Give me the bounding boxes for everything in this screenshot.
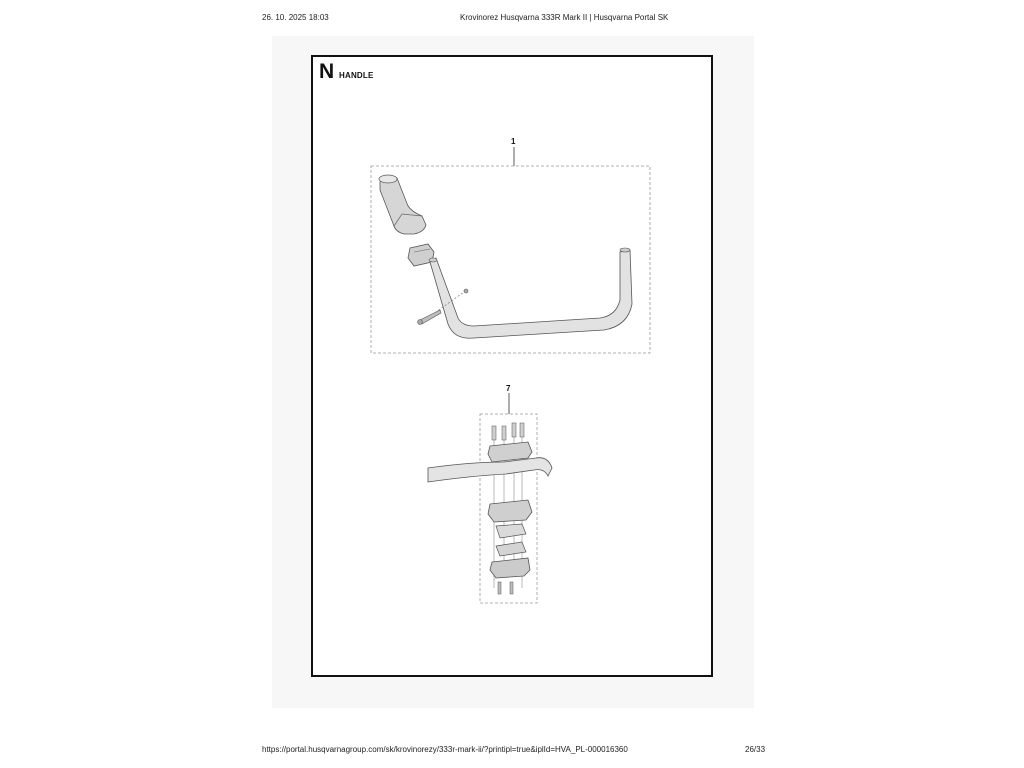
lower-clamp-half — [488, 500, 532, 522]
clamp-spacer — [496, 524, 526, 538]
nut-part — [464, 289, 468, 293]
top-bolts-part — [492, 423, 524, 440]
callout-number-handle-assembly: 1 — [511, 137, 516, 146]
handle-bar-segment — [428, 458, 552, 482]
section-letter: N — [319, 60, 335, 83]
grip-handle-part — [379, 175, 426, 234]
bottom-clamp — [490, 558, 530, 578]
print-footer-url: https://portal.husqvarnagroup.com/sk/krovinorezy/333r-mark-ii/?printipl=true&iplId=HVA_PL-000016360 — [262, 745, 628, 754]
print-header-title: Krovinorez Husqvarna 333R Mark II | Husqvarna Portal SK — [460, 13, 669, 22]
bottom-screws-part — [498, 582, 513, 594]
handle-bar-tube — [429, 248, 632, 338]
handle-assembly-group — [371, 147, 650, 353]
print-header-date: 26. 10. 2025 18:03 — [262, 13, 329, 22]
clamp-bracket — [496, 542, 526, 556]
callout-number-clamp-assembly: 7 — [506, 384, 511, 393]
section-title: HANDLE — [339, 71, 374, 80]
print-footer-page-number: 26/33 — [745, 745, 766, 754]
clamp-assembly-group — [428, 393, 552, 603]
